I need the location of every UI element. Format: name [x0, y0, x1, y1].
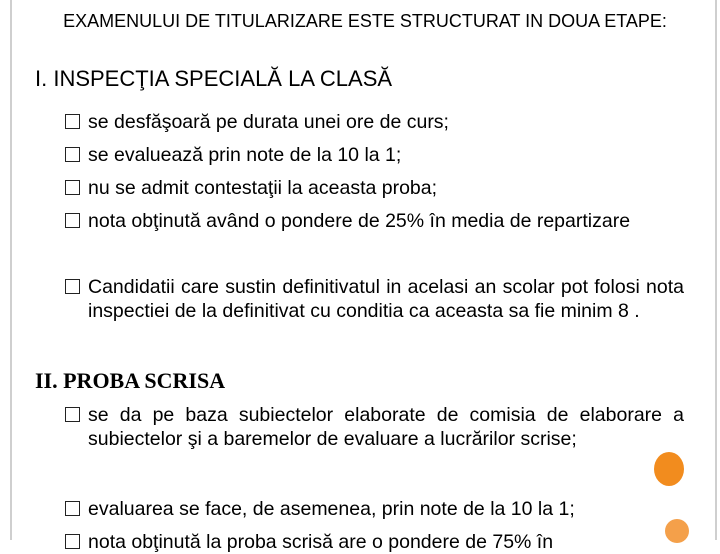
left-frame-line [10, 0, 12, 540]
checkbox-bullet-icon [65, 114, 80, 129]
list-item [88, 209, 684, 233]
right-frame-line [715, 0, 717, 540]
list-item [88, 143, 684, 167]
list-item [88, 176, 684, 200]
list-item-text: nota obţinută având o pondere de 25% în media de repartizare [88, 210, 631, 232]
list-item-text: Candidatii care sustin definitivatul in acelasi an scolar pot folosi nota inspectiei de la definitivat cu conditia ca aceasta sa fie minim 8 . [88, 276, 684, 322]
list-item [88, 110, 684, 134]
checkbox-bullet-icon [65, 279, 80, 294]
list-item [88, 497, 684, 521]
checkbox-bullet-icon [65, 534, 80, 549]
list-item-text: evaluarea se face, de asemenea, prin note de la 10 la 1; [88, 498, 575, 520]
list-item [88, 403, 684, 451]
list-item-text: se da pe baza subiectelor elaborate de comisia de elaborare a subiectelor şi a baremelor de evaluare a lucrărilor scrise; [88, 404, 684, 450]
checkbox-bullet-icon [65, 147, 80, 162]
section-2-heading: II. PROBA SCRISA [35, 368, 226, 393]
list-item [88, 530, 684, 554]
list-item-text: se evaluează prin note de la 10 la 1; [88, 144, 402, 166]
checkbox-bullet-icon [65, 501, 80, 516]
orange-decorative-circle [654, 452, 684, 486]
slide-title: EXAMENULUI DE TITULARIZARE ESTE STRUCTURAT IN DOUA ETAPE: [63, 11, 667, 31]
section-1-heading: I. INSPECŢIA SPECIALĂ LA CLASĂ [35, 66, 393, 91]
list-item [88, 275, 684, 323]
list-item-text: nu se admit contestaţii la aceasta proba; [88, 177, 438, 199]
list-item-text: se desfăşoară pe durata unei ore de curs; [88, 111, 449, 133]
checkbox-bullet-icon [65, 213, 80, 228]
checkbox-bullet-icon [65, 407, 80, 422]
list-item-text: nota obţinută la proba scrisă are o pondere de 75% în [88, 531, 554, 553]
checkbox-bullet-icon [65, 180, 80, 195]
